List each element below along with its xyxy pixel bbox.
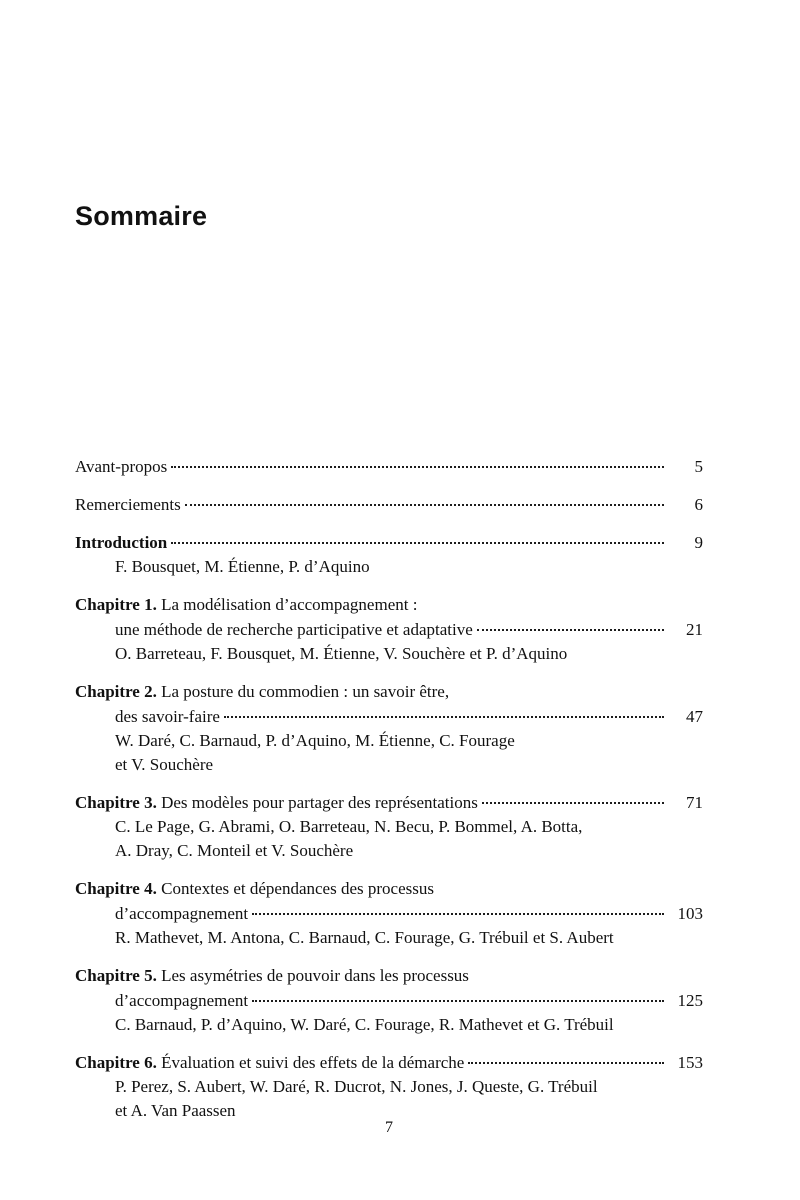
toc-entry-text bbox=[75, 679, 449, 704]
toc-entry-text bbox=[75, 876, 434, 901]
toc-line-continuation bbox=[75, 901, 703, 926]
authors-line: F. Bousquet, M. Étienne, P. d’Aquino bbox=[115, 557, 370, 576]
toc-entry-label: Chapitre 3. bbox=[75, 793, 157, 812]
toc-entry bbox=[75, 530, 703, 579]
toc-line-continuation bbox=[75, 617, 703, 642]
toc-entry bbox=[75, 492, 703, 517]
page-number: 153 bbox=[677, 1053, 703, 1072]
toc-entry-text bbox=[75, 530, 167, 555]
toc-entry-title: Les asymétries de pouvoir dans les processus bbox=[156, 966, 469, 985]
page-number: 5 bbox=[694, 457, 703, 476]
toc-entry-label: Introduction bbox=[75, 533, 168, 552]
page-number: 47 bbox=[686, 707, 703, 726]
authors-line: et A. Van Paassen bbox=[115, 1101, 236, 1120]
toc-entry-title: Avant-propos bbox=[75, 457, 168, 476]
page-number: 71 bbox=[686, 793, 703, 812]
toc-entry-text bbox=[75, 963, 469, 988]
toc-entry-title-continuation: une méthode de recherche participative et adaptative bbox=[115, 620, 473, 639]
leader-dots bbox=[477, 629, 664, 631]
toc-entry bbox=[75, 454, 703, 479]
authors-line: W. Daré, C. Barnaud, P. d’Aquino, M. Étienne, C. Fourage bbox=[115, 731, 515, 750]
toc-line bbox=[75, 1050, 703, 1075]
toc-entry-text bbox=[75, 1050, 464, 1075]
toc-entry-text bbox=[75, 454, 167, 479]
toc-line bbox=[75, 530, 703, 555]
toc-line bbox=[75, 679, 703, 704]
toc-entry-label: Chapitre 4. bbox=[75, 879, 157, 898]
toc-line bbox=[75, 963, 703, 988]
toc-line-continuation bbox=[75, 704, 703, 729]
toc-entry-title: Remerciements bbox=[75, 495, 181, 514]
toc-entry bbox=[75, 963, 703, 1037]
toc-entry-title: Contextes et dépendances des processus bbox=[156, 879, 434, 898]
leader-dots bbox=[171, 466, 664, 468]
toc-entry-label: Chapitre 1. bbox=[75, 595, 157, 614]
authors-line: P. Perez, S. Aubert, W. Daré, R. Ducrot, N. Jones, J. Queste, G. Trébuil bbox=[115, 1077, 598, 1096]
page-number: 21 bbox=[686, 620, 703, 639]
toc-entry-title: Des modèles pour partager des représentations bbox=[156, 793, 478, 812]
toc-entry-label: Chapitre 6. bbox=[75, 1053, 157, 1072]
authors-line: C. Barnaud, P. d’Aquino, W. Daré, C. Fourage, R. Mathevet et G. Trébuil bbox=[115, 1015, 614, 1034]
leader-dots bbox=[482, 802, 664, 804]
toc-line-continuation bbox=[75, 988, 703, 1013]
toc-entry-title-continuation: des savoir-faire bbox=[115, 707, 220, 726]
authors-line: A. Dray, C. Monteil et V. Souchère bbox=[115, 841, 354, 860]
toc-entry-text bbox=[75, 592, 417, 617]
toc-entry-title: La posture du commodien : un savoir être, bbox=[156, 682, 450, 701]
page-title: Sommaire bbox=[75, 201, 208, 231]
toc-entry-label: Chapitre 5. bbox=[75, 966, 157, 985]
toc-entry-title-continuation: d’accompagnement bbox=[115, 991, 249, 1010]
page-number: 125 bbox=[677, 991, 703, 1010]
authors-line: C. Le Page, G. Abrami, O. Barreteau, N. Becu, P. Bommel, A. Botta, bbox=[115, 817, 583, 836]
toc-entry bbox=[75, 1050, 703, 1123]
toc-line bbox=[75, 592, 703, 617]
toc-entry bbox=[75, 592, 703, 666]
toc-entry-title-continuation: d’accompagnement bbox=[115, 904, 249, 923]
toc-entry-title: Évaluation et suivi des effets de la démarche bbox=[156, 1053, 465, 1072]
authors-line: R. Mathevet, M. Antona, C. Barnaud, C. Fourage, G. Trébuil et S. Aubert bbox=[115, 928, 614, 947]
page-number: 6 bbox=[694, 495, 703, 514]
folio-page-number: 7 bbox=[385, 1119, 393, 1136]
toc-list bbox=[75, 454, 703, 1123]
leader-dots bbox=[252, 913, 664, 915]
toc-entry bbox=[75, 679, 703, 777]
authors-line: et V. Souchère bbox=[115, 755, 214, 774]
authors-line: O. Barreteau, F. Bousquet, M. Étienne, V. Souchère et P. d’Aquino bbox=[115, 644, 568, 663]
page-content bbox=[75, 0, 703, 1136]
toc-line bbox=[75, 492, 703, 517]
toc-line bbox=[75, 790, 703, 815]
toc-entry bbox=[75, 876, 703, 950]
toc-entry-title: La modélisation d’accompagnement : bbox=[156, 595, 418, 614]
leader-dots bbox=[224, 716, 664, 718]
toc-line bbox=[75, 454, 703, 479]
toc-entry-label: Chapitre 2. bbox=[75, 682, 157, 701]
toc-entry bbox=[75, 790, 703, 863]
toc-entry-text bbox=[75, 492, 181, 517]
leader-dots bbox=[171, 542, 664, 544]
toc-line bbox=[75, 876, 703, 901]
page-number: 103 bbox=[677, 904, 703, 923]
leader-dots bbox=[185, 504, 664, 506]
leader-dots bbox=[468, 1062, 664, 1064]
leader-dots bbox=[252, 1000, 664, 1002]
toc-entry-text bbox=[75, 790, 478, 815]
page-number: 9 bbox=[694, 533, 703, 552]
